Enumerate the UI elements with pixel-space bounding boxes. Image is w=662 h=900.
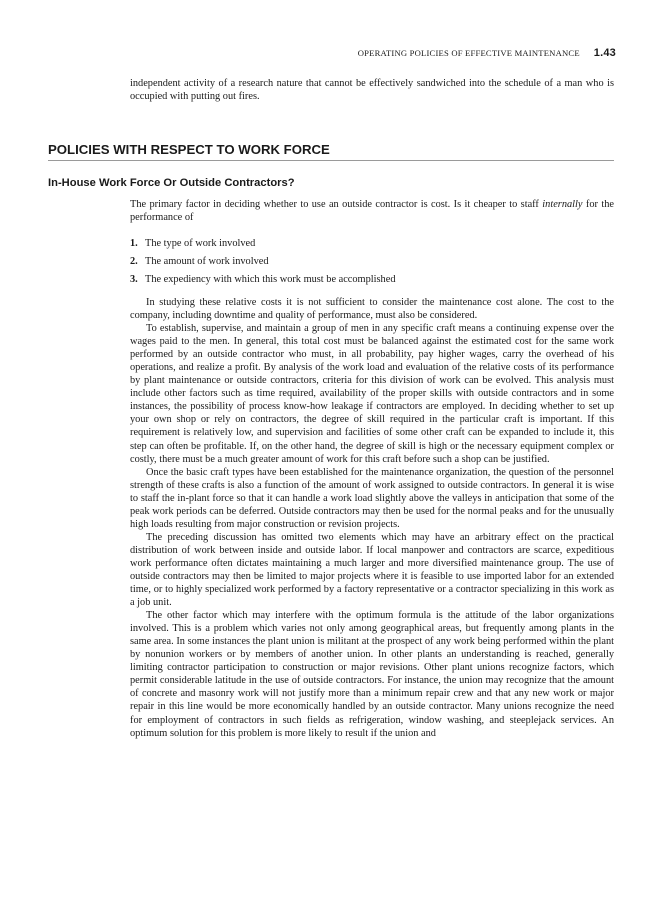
list-item-text: The type of work involved xyxy=(145,238,256,249)
body-paragraph: In studying these relative costs it is not sufficient to consider the maintenance cost alone. The cost to the company, including downtime and quality of performance, must also be considered. xyxy=(130,297,614,322)
list-item-text: The amount of work involved xyxy=(145,256,269,267)
page-number: 1.43 xyxy=(593,47,616,59)
list-item xyxy=(130,273,614,291)
section-heading: POLICIES WITH RESPECT TO WORK FORCE xyxy=(48,142,614,161)
body-paragraph: Once the basic craft types have been established for the maintenance organization, the question of the personnel strength of these crafts is also a function of the amount of work assigned to outside contractors. In general it is wise to staff the in-plant force so that it can handle a work load slightly above the valleys in anticipation that some of the peak work periods can be deferred. Outside contractors may then be used for the normal peaks and for the unusually high loads resulting from major construction or revision projects. xyxy=(130,466,614,530)
lead-emphasis: internally xyxy=(542,199,583,210)
list-item xyxy=(130,237,614,255)
intro-paragraph: independent activity of a research nature that cannot be effectively sandwiched into the schedule of a man who is occupied with putting out fires. xyxy=(130,78,614,103)
list-item xyxy=(130,255,614,273)
running-title: OPERATING POLICIES OF EFFECTIVE MAINTENANCE xyxy=(357,48,580,58)
body-paragraph: The preceding discussion has omitted two elements which may have an arbitrary effect on the practical distribution of work between inside and outside labor. If local manpower and contractors are scarce, expeditious work performance often dictates maintaining a much larger and more diversified maintenance group. The use of outside contractors may then be limited to major projects where it is feasible to use imported labor for an extended time, or to highly specialized work performed by a factory representative or a contractor specializing in this work as a job unit. xyxy=(130,531,614,609)
lead-paragraph-block xyxy=(130,198,614,224)
list-item-number: 2. xyxy=(130,256,138,267)
body-paragraph: The other factor which may interfere with the optimum formula is the attitude of the labor organizations involved. This is a problem which varies not only among geographical areas, but frequently among plants in the same area. In some instances the plant union is militant at the prospect of any work being performed within the plant by nonunion workers or by members of another union. In other plants an understanding is reached, generally limiting contractor participation to construction or major revisions. Other plant unions recognize factors, which permit considerable latitude in the use of outside contractors. For instance, the union may recognize that the amount of concrete and masonry work will not justify more than a minimum repair crew and that any new work or major repair in this line would be more economically handled by an outside contractor. Many unions recognize the need for employment of contractors in such fields as refrigeration, window washing, and steeplejack services. An optimum solution for this problem is more likely to result if the union and xyxy=(130,610,614,739)
list-item-number: 1. xyxy=(130,238,138,249)
numbered-list xyxy=(130,237,614,291)
lead-text-after: for the performance of xyxy=(130,199,614,224)
intro-paragraph-block xyxy=(130,77,614,103)
subsection-heading: In-House Work Force Or Outside Contractors? xyxy=(48,177,295,189)
lead-text-before: The primary factor in deciding whether to use an outside contractor is cost. Is it cheaper to staff xyxy=(130,199,543,210)
running-header xyxy=(358,47,616,59)
lead-paragraph xyxy=(130,198,614,224)
list-item-number: 3. xyxy=(130,274,138,285)
body-text xyxy=(130,296,614,740)
body-paragraph: To establish, supervise, and maintain a group of men in any specific craft means a continuing expense over the wages paid to the men. In general, this total cost must be balanced against the estimated cost for the same work performed by an outside contractor who must, in all probability, pay higher wages, carry the overhead of his operations, and realize a profit. By analysis of the work load and evaluation of the relative costs of its performance by plant maintenance or outside contractors, criteria for this division of work can be evolved. This analysis must include other factors such as time required, availability of the proper skills with outside contractors and in some instances, the possibility of process know-how leakage if contractors are employed. In deciding whether to set up your own shop or rely on contractors, the degree of skill required in the particular craft is important. If this requirement is relatively low, and supervision and facilities of some other craft can be expanded to include it, this step can often be profitable. If, on the other hand, the degree of skill is high or the necessary equipment complex or costly, there must be a much greater amount of work for this craft before such a shop can be justified. xyxy=(130,323,614,465)
list-item-text: The expediency with which this work must be accomplished xyxy=(145,274,396,285)
